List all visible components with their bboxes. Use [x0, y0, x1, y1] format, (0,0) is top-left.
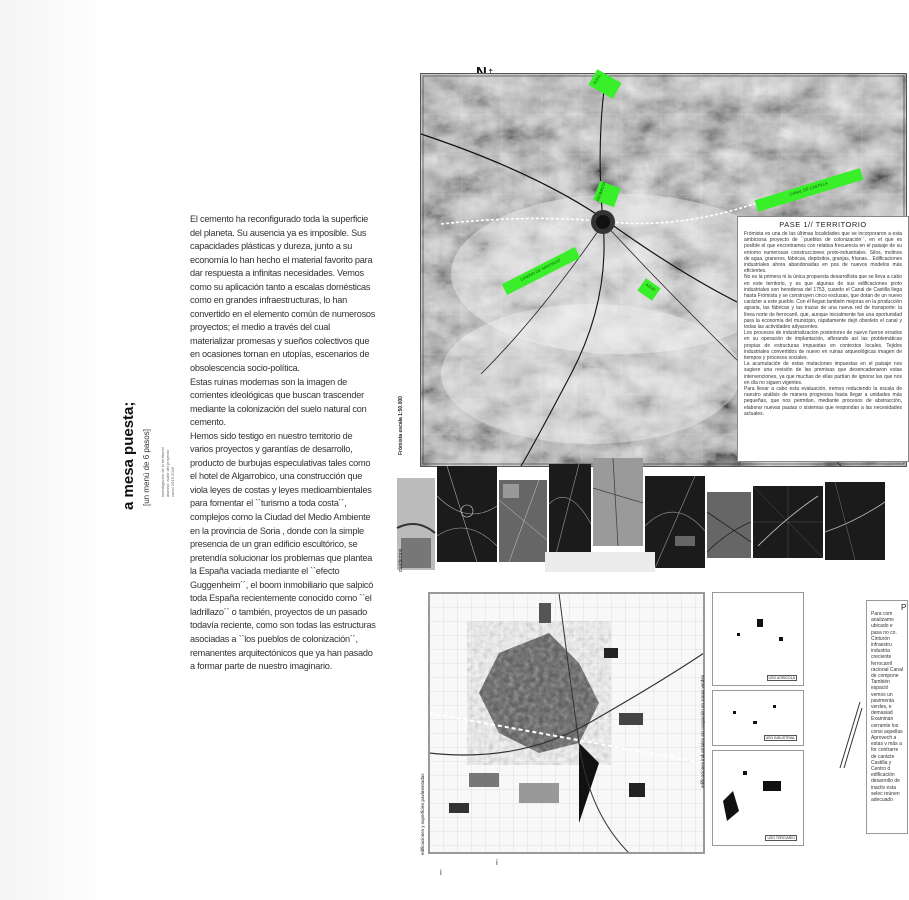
territory-info-box — [737, 216, 909, 462]
strip-caption: cuadernos — [398, 548, 404, 572]
page-mark: i — [440, 868, 442, 877]
plan-info-body: Para com analizamo ubicado e pasa no co. Cinturón infraestru industria creciente ferrocarril racional Canal de compone También espació vemos un pavimenta verdes, e demasiad Examinan cerramie los consi aquellas Aprovech a estas v más a for contrarre de carácte Castilla y Centro d edificación desarrollo de inactiv esta selec reúnen adecuado — [871, 611, 903, 804]
strip-tile — [437, 466, 497, 562]
info-paragraph: No es la primera ni la única propuesta desarrollista que se lleva a cabo en este territorio, y es que algunas de sus edificaciones proto industriales son herederas del 1753, cuando el Canal de Castilla llega hasta Frómista y se construyen cinco esclusas, que dotan de un nuevo carácter a este pueblo. Con él llegan también mejoras en la producción agraria, las fábricas y las trazas de una nueva red de transporte: la línea norte de ferrocarril, que, aunque inicialmente fue una oportunidad para la economía del municipio, rápidamente dejó obsoleto el canal y todas las actividades adyacentes. — [744, 274, 902, 331]
town-plan — [428, 592, 705, 854]
mini-map-label: USO INDUSTRIAL — [765, 736, 795, 740]
essay-paragraph: El cemento ha reconfigurado toda la superficie del planeta. Su ausencia ya es imposible. Sus capacidades plásticas y dureza, junto a su economía lo han hecho el material favorito para dar respuesta a infinitas necesidades. Vemos como su aplicación tanto a escalas domésticas como en grandes infraestructuras, lo han convertido en el elemento común de numerosos proyectos; el medio a través del cual materializar promesas y sueños colectivos que en ocasiones tornan en utopías, escenarios de obsolescencia socio-política. — [190, 214, 376, 374]
map-tag: CAMINO DE SANTIAGO — [502, 247, 581, 295]
map-tag: CANAL DE CASTILLA — [755, 168, 864, 212]
info-paragraph: Frómista es una de las últimas localidades que se incorporaron a esta ambiciosa proyecto de ``pueblos de colonización´´, en el que es posible el que encontramos con relativa frecuencia en el paisaje de su entorno numerosas construcciones proto-industriales. Silos, molinos de agua, graneros, fábricas, depósitos, granjas, fríanas... Edificaciones industriales ahora abandonadas en pos de nuevos modelos más eficientes. — [744, 231, 902, 275]
caption-line: curso 2019-2020 — [170, 466, 175, 497]
essay-paragraph: Hemos sido testigo en nuestro territorio de varios proyectos y garantías de desarrollo, producto de burbujas especulativas tales como el hotel de Algarrobico, una construcción que viola leyes de costas y leyes medioambientales para fomentar el ``turismo a toda costa´´, complejos como la Ciudad del Medio Ambiente en la provincia de Soria , donde con la simple presencia de un gran edificio escultórico, se pretendía solucionar los problemas que plantea la España vaciada mediante el ``efecto Guggenheim´´, el boom inmobiliario que salpicó toda España recientemente conocido como ``el ladrillazo´´ o también, proyectos de un pasado todavía reciente, como son todas las estructuras asociadas a ``los pueblos de colonización´´, remanentes arquitectónicos que ya han pasado a formar parte de nuestro imaginario. — [190, 430, 376, 672]
mini-map — [712, 750, 804, 846]
map-tag: FRÓMISTA — [593, 181, 621, 207]
info-paragraph: Los procesos de industrialización posteriores de nuevo fueron errados en su operación de implantación, aflorando así las problemáticas propias de estructuras impuestas en contextos locales. Tejidos industriales convertidos de nuevo en ruinas arqueológicas imagen de tiempos y procesos sociales. — [744, 330, 902, 362]
map-scale-label: Frómista escala 1:50.000 — [398, 396, 404, 455]
caption-line: investigación de lo territorial — [160, 447, 165, 497]
strip-tile — [499, 480, 547, 562]
plan-info-box — [866, 600, 908, 834]
page-mark: i — [496, 858, 498, 867]
map-tag: AZUD — [637, 278, 660, 301]
page-shadow — [0, 0, 110, 900]
plan-info-heading: P — [901, 603, 907, 612]
strip-tile — [549, 464, 591, 562]
info-heading: PASE 1// TERRITORIO — [779, 220, 867, 229]
essay-paragraph: Estas ruinas modernas son la imagen de corrientes ideológicas que buscan trascender mediante la colonización del suelo natural con cemento. — [190, 376, 367, 428]
strip-tile — [825, 482, 885, 560]
document-subtitle: [un menú de 6 pasos] — [142, 429, 151, 506]
info-paragraph: Para llevar a cabo esta evaluación, iremos reduciendo la escala de nuestro análisis de manera progresiva hasta llegar a unidades más pequeñas, que nos permitan, mediante procesos de abstracción, elaborar nuevas pautas o sistemas que respondan a las necesidades actuales. — [744, 386, 902, 417]
map-tag: N-611 — [588, 69, 621, 99]
document-title: a mesa puesta; — [120, 401, 137, 510]
strip-tile — [545, 552, 655, 572]
strip-tile — [593, 458, 643, 546]
mini-maps-caption: edificaciones industriales sin ocupación en zonas verdes — [700, 674, 705, 788]
info-paragraph: La acumulación de estas mutaciones impuestas en el paisaje nos sugiere una revisión de las premisas que desencadenaron estas intervenciones, ya que muchas de ellas partían de ignorar las que nos en día no siguen vigentes. — [744, 361, 902, 386]
essay-text — [190, 213, 376, 674]
mini-map — [712, 690, 804, 746]
strip-tile — [707, 492, 751, 558]
mini-map-label: USO TERCIARIO — [767, 836, 795, 840]
town-plan-graphic — [429, 593, 704, 853]
mini-map — [712, 592, 804, 686]
caption-line: alumno: autor del proyecto — [165, 449, 170, 497]
info-body — [738, 229, 908, 419]
mini-map-label: USO AGRÍCOLA — [768, 676, 795, 680]
plan-caption: edificaciones y superficies pavimentadas — [420, 773, 425, 855]
diagonal-mark — [838, 700, 862, 770]
title-caption — [160, 447, 175, 497]
strip-tile — [753, 486, 823, 558]
image-strip — [395, 458, 885, 578]
